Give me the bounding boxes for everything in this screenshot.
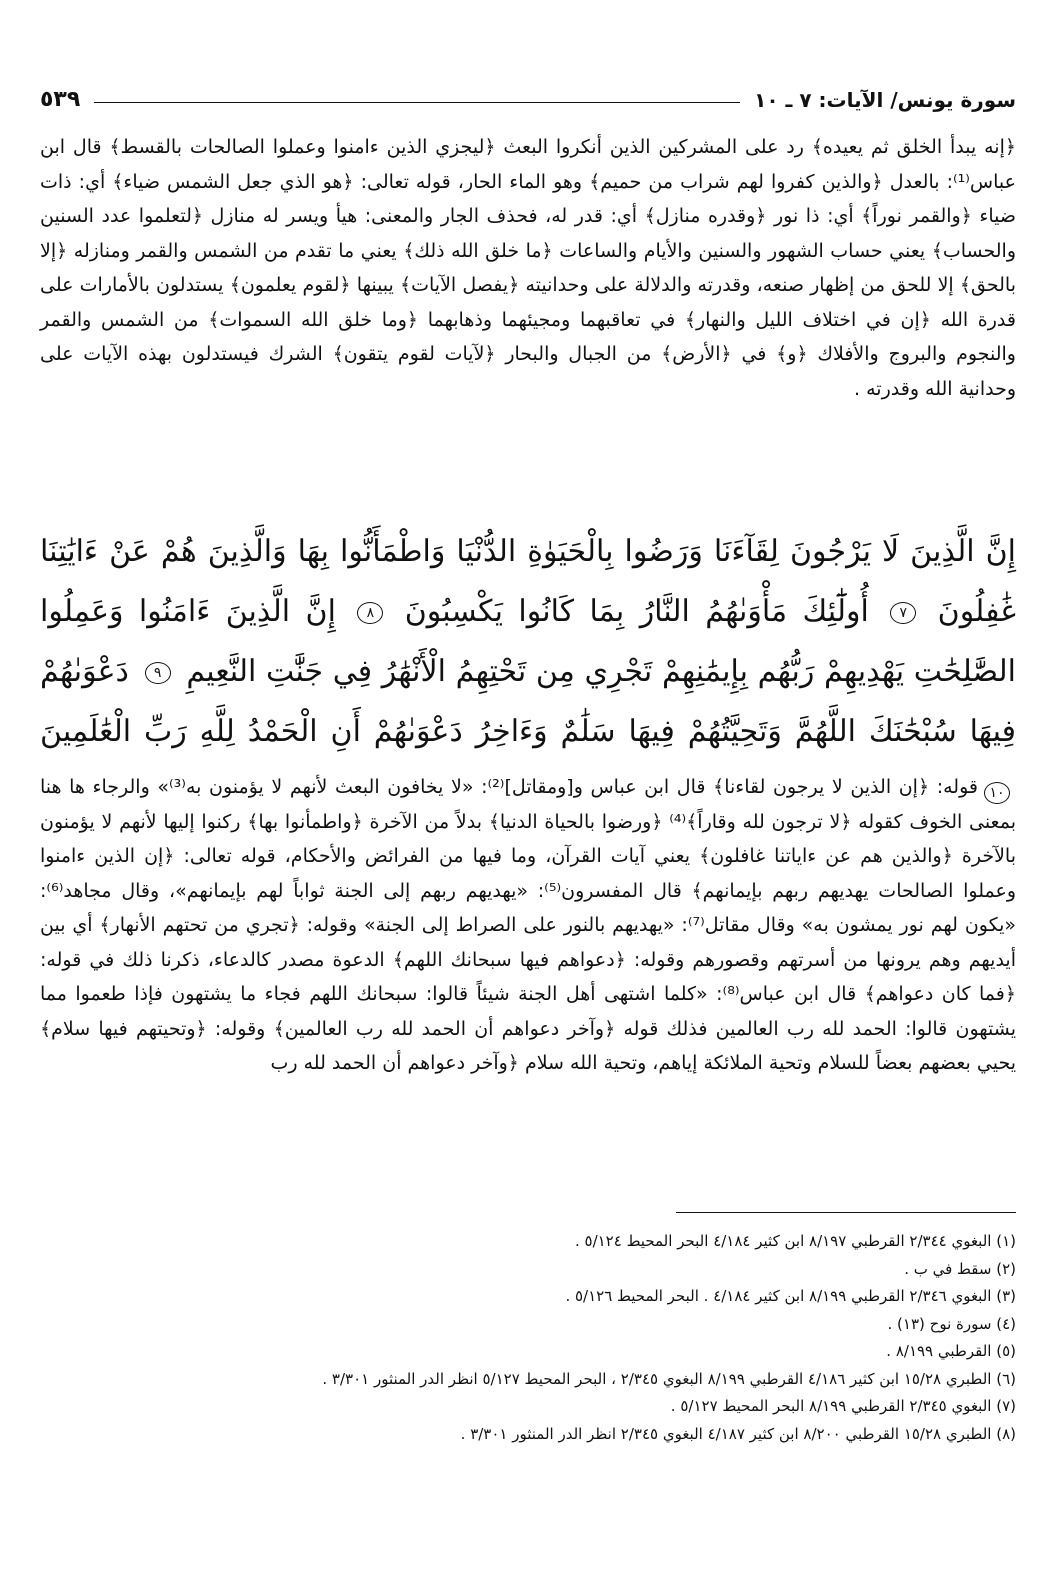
tafsir-paragraph: قوله: ﴿إن الذين لا يرجون لقاءنا﴾ قال ابن عباس و[ومقاتل]⁽²⁾: «لا يخافون البعث لأنهم لا يؤمنون به⁽³⁾» والرجاء ها هنا بمعنى الخوف كقوله ﴿لا ترجون لله وقاراً﴾⁽⁴⁾ ﴿ورضوا بالحياة الدنيا﴾ بدلاً من الآخرة ﴿واطمأنوا بها﴾ ركنوا إليها لأنهم لا يؤمنون بالآخرة ﴿والذين هم عن ءاياتنا غافلون﴾ يعني آيات القرآن، وما فيها من الفرائض والأحكام، قوله تعالى: ﴿إن الذين ءامنوا وعملوا الصالحات يهديهم ربهم بإيمانهم﴾ قال المفسرون⁽⁵⁾: «يهديهم ربهم إلى الجنة ثواباً لهم بإيمانهم»، وقال مجاهد⁽⁶⁾: «يكون لهم نور يمشون به» وقال مقاتل⁽⁷⁾: «يهديهم بالنور على الصراط إلى الجنة» وقوله: ﴿تجري من تحتهم الأنهار﴾ أي بين أيديهم وهم يرونها من أسرتهم وقصورهم وقوله: ﴿دعواهم فيها سبحانك اللهم﴾ الدعوة مصدر كالدعاء، ذكرنا ذلك في قوله: ﴿فما كان دعواهم﴾ قال ابن عباس⁽⁸⁾: «كلما اشتهى أهل الجنة شيئاً قالوا: سبحانك اللهم فجاء ما يشتهون فإذا طعموا مما يشتهون قالوا: الحمد لله رب العالمين فذلك قوله ﴿وآخر دعواهم أن الحمد لله رب العالمين﴾ وقوله: ﴿وتحيتهم فيها سلام﴾ يحيي بعضهم بعضاً للسلام وتحية الملائكة إياهم، وتحية الله سلام ﴿وآخر دعواهم أن الحمد لله رب bbox=[40, 776, 1017, 1074]
verse-number-7: ٧ bbox=[890, 602, 916, 624]
commentary-section bbox=[40, 130, 1016, 406]
footnote-7: (٧) البغوي ٢/٣٤٥ القرطبي ٨/١٩٩ البحر المحيط ٥/١٢٧ . bbox=[670, 1397, 1016, 1415]
footnote-3: (٣) البغوي ٢/٣٤٦ القرطبي ٨/١٩٩ ابن كثير ٤/١٨٤ . البحر المحيط ٥/١٢٦ . bbox=[565, 1287, 1016, 1305]
footnote-4: (٤) سورة نوح (١٣) . bbox=[887, 1314, 1016, 1333]
verse-7-text: إِنَّ الَّذِينَ لَا يَرْجُونَ لِقَآءَنَا وَرَضُوا بِالْحَيَوٰةِ الدُّنْيَا وَاطْمَأَنُّوا بِهَا وَالَّذِينَ هُمْ عَنْ ءَايَٰتِنَا غَٰفِلُونَ bbox=[40, 534, 1016, 629]
footnote-1: (١) البغوي ٢/٣٤٤ القرطبي ٨/١٩٧ ابن كثير ٤/١٨٤ البحر المحيط ٥/١٢٤ . bbox=[574, 1232, 1016, 1250]
footnote-8: (٨) الطبري ١٥/٢٨ القرطبي ٨/٢٠٠ ابن كثير ٤/١٨٧ البغوي ٢/٣٤٥ انظر الدر المنثور ٣/٣٠١ . bbox=[460, 1424, 1016, 1443]
surah-title: سورة يونس/ الآيات: ٧ ـ ١٠ bbox=[754, 88, 1016, 112]
page-header bbox=[40, 82, 1016, 112]
footnote-6: (٦) الطبري ١٥/٢٨ ابن كثير ٤/١٨٦ القرطبي ٨/١٩٩ البغوي ٢/٣٤٥ ، البحر المحيط ٥/١٢٧ انظر الدر المنثور ٣/٣٠١ . bbox=[322, 1369, 1016, 1388]
footnotes bbox=[40, 1228, 1016, 1448]
tafsir-section bbox=[40, 770, 1016, 1081]
footnote-divider bbox=[676, 1212, 1016, 1213]
verse-9-text: إِنَّ الَّذِينَ ءَامَنُوا وَعَمِلُوا الصَّٰلِحَٰتِ يَهْدِيهِمْ رَبُّهُم بِإِيمَٰنِهِمْ تَجْرِي مِن تَحْتِهِمُ الْأَنْهَٰرُ فِي جَنَّٰتِ النَّعِيمِ bbox=[40, 594, 1016, 689]
verse-number-9: ٩ bbox=[145, 662, 171, 684]
footnote-2: (٢) سقط في ب . bbox=[904, 1259, 1016, 1278]
footnote-5: (٥) القرطبي ٨/١٩٩ . bbox=[886, 1342, 1016, 1360]
page-number: ٥٣٩ bbox=[40, 87, 81, 112]
verse-10-text: دَعْوَىٰهُمْ فِيهَا سُبْحَٰنَكَ اللَّهُمَّ وَتَحِيَّتُهُمْ فِيهَا سَلَٰمٌ وَءَاخِرُ دَعْوَىٰهُمْ أَنِ الْحَمْدُ لِلَّهِ رَبِّ الْعَٰلَمِينَ bbox=[40, 654, 1016, 749]
commentary-paragraph: ﴿إنه يبدأ الخلق ثم يعيده﴾ رد على المشركين الذين أنكروا البعث ﴿ليجزي الذين ءامنوا وعملوا الصالحات بالقسط﴾ قال ابن عباس⁽¹⁾: بالعدل ﴿والذين كفروا لهم شراب من حميم﴾ وهو الماء الحار، قوله تعالى: ﴿هو الذي جعل الشمس ضياء﴾ أي: ذات ضياء ﴿والقمر نوراً﴾ أي: ذا نور ﴿وقدره منازل﴾ أي: قدر له، فحذف الجار والمعنى: هيأ ويسر له منازل ﴿لتعلموا عدد السنين والحساب﴾ يعني حساب الشهور والسنين والأيام والساعات ﴿ما خلق الله ذلك﴾ يعني ما تقدم من الشمس والقمر ومنازله ﴿إلا بالحق﴾ إلا للحق من إظهار صنعه، وقدرته والدلالة على وحدانيته ﴿يفصل الآيات﴾ يبينها ﴿لقوم يعلمون﴾ يستدلون بالأمارات على قدرة الله ﴿إن في اختلاف الليل والنهار﴾ في تعاقبهما ومجيئهما وذهابهما ﴿وما خلق الله السموات﴾ من الشمس والقمر والنجوم والبروج والأفلاك ﴿و﴾ في ﴿الأرض﴾ من الجبال والبحار ﴿لآيات لقوم يتقون﴾ الشرك فيستدلون بهذه الآيات على وحدانية الله وقدرته . bbox=[40, 136, 1016, 400]
verse-number-8: ٨ bbox=[357, 602, 383, 624]
verse-number-10: ١٠ bbox=[984, 782, 1010, 804]
header-rule bbox=[94, 102, 740, 103]
verse-8-text: أُولَٰٓئِكَ مَأْوَىٰهُمُ النَّارُ بِمَا كَانُوا يَكْسِبُونَ bbox=[404, 594, 869, 629]
